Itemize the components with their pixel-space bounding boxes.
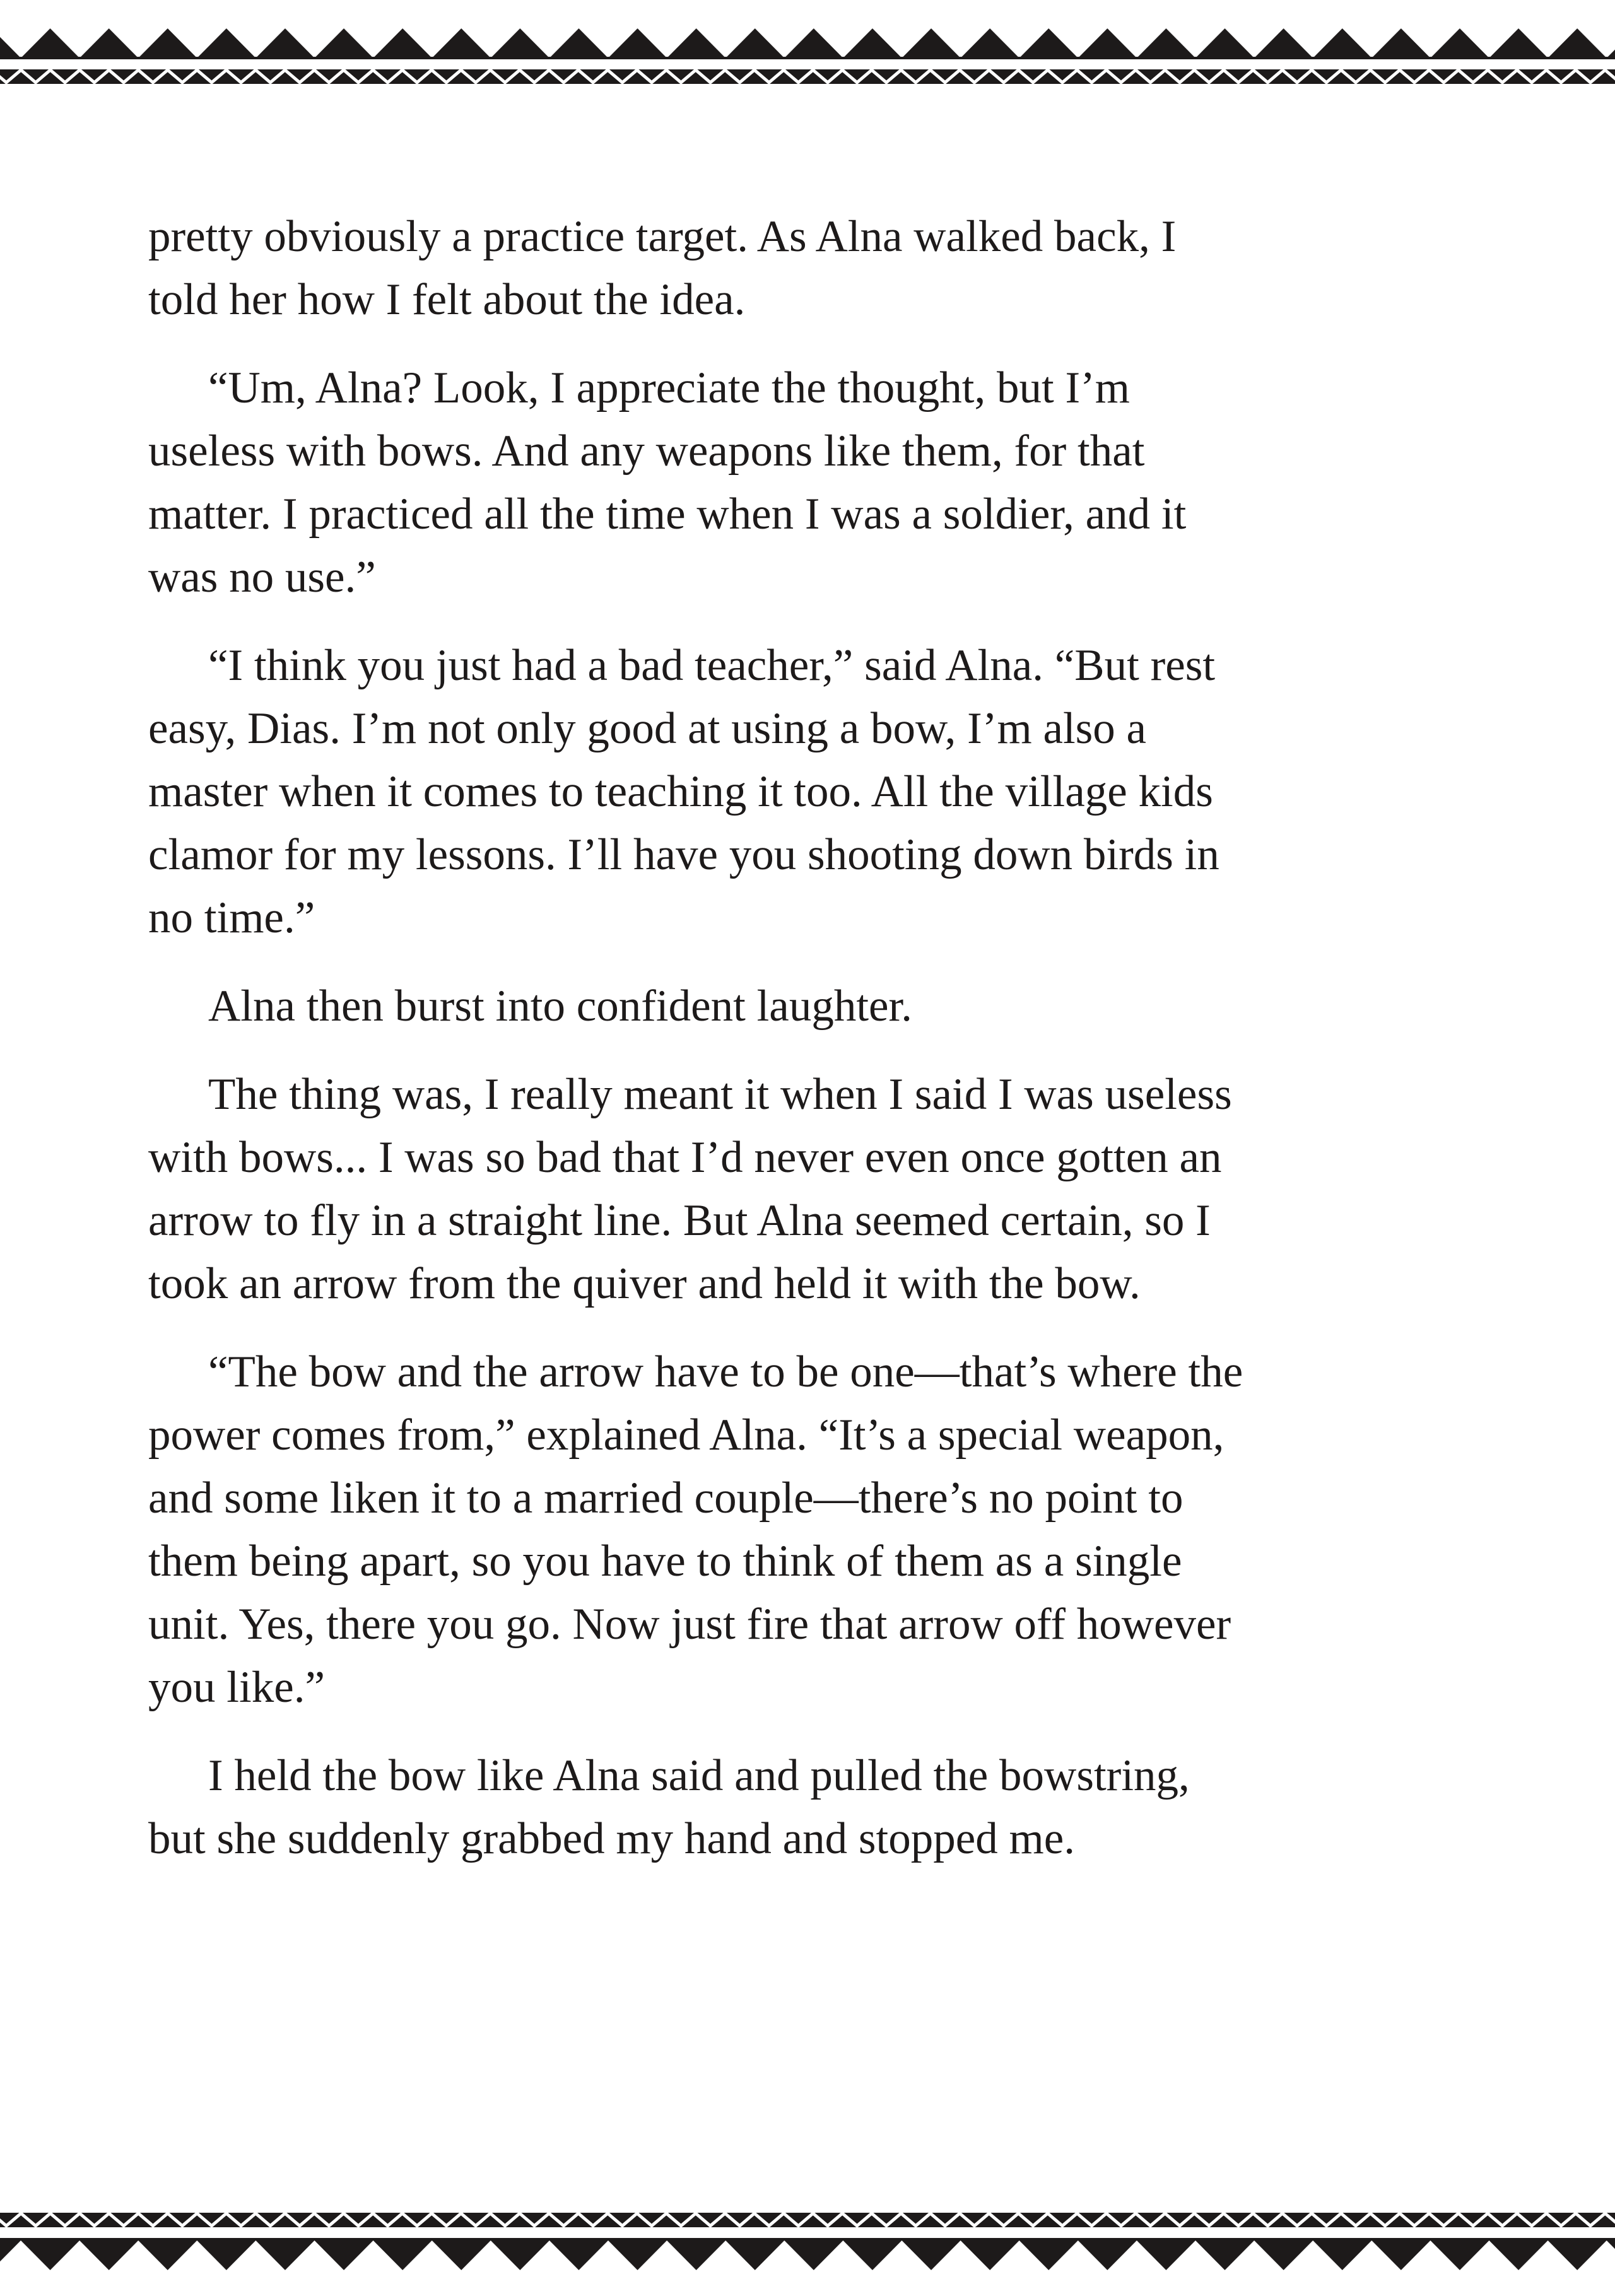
text-line: The thing was, I really meant it when I said I was useless — [208, 1070, 1232, 1119]
text-line: matter. I practiced all the time when I was a soldier, and it — [148, 489, 1187, 539]
text-line: and some liken it to a married couple—there’s no point to — [148, 1473, 1183, 1523]
paragraph — [148, 356, 1479, 609]
top-border-ornament — [0, 0, 1615, 85]
paragraph — [148, 634, 1479, 949]
bottom-triangle-row — [0, 2240, 1615, 2270]
paragraph — [148, 205, 1479, 331]
text-line: master when it comes to teaching it too. All the village kids — [148, 767, 1213, 816]
text-line: “I think you just had a bad teacher,” said Alna. “But rest — [208, 641, 1216, 690]
text-line: took an arrow from the quiver and held it with the bow. — [148, 1259, 1141, 1308]
paragraph — [148, 975, 1479, 1038]
text-line: arrow to fly in a straight line. But Alna seemed certain, so I — [148, 1196, 1211, 1245]
paragraph — [148, 1744, 1479, 1870]
top-border-rule — [0, 57, 1615, 59]
text-line: easy, Dias. I’m not only good at using a bow, I’m also a — [148, 704, 1147, 753]
text-line: them being apart, so you have to think of them as a single — [148, 1537, 1182, 1586]
text-line: unit. Yes, there you go. Now just fire that arrow off however — [148, 1600, 1231, 1649]
bottom-border-rule — [0, 2238, 1615, 2240]
text-line: I held the bow like Alna said and pulled the bowstring, — [208, 1751, 1190, 1800]
top-triangle-row — [0, 28, 1615, 58]
text-line: with bows... I was so bad that I’d never even once gotten an — [148, 1133, 1222, 1182]
text-line: Alna then burst into confident laughter. — [208, 981, 913, 1031]
text-line: useless with bows. And any weapons like them, for that — [148, 426, 1145, 476]
text-line: you like.” — [148, 1663, 325, 1712]
text-line: “Um, Alna? Look, I appreciate the thought, but I’m — [208, 363, 1130, 413]
text-line: was no use.” — [148, 553, 376, 602]
bottom-border-ornament — [0, 2213, 1615, 2296]
text-line: but she suddenly grabbed my hand and stopped me. — [148, 1814, 1076, 1863]
paragraph — [148, 1063, 1479, 1315]
bottom-zigzag-band — [0, 2213, 1615, 2227]
text-line: told her how I felt about the idea. — [148, 275, 746, 324]
text-line: no time.” — [148, 893, 315, 942]
text-line: pretty obviously a practice target. As Alna walked back, I — [148, 212, 1177, 261]
text-line: clamor for my lessons. I’ll have you shooting down birds in — [148, 830, 1219, 879]
paragraph — [148, 1340, 1479, 1719]
text-line: “The bow and the arrow have to be one—that’s where the — [208, 1347, 1243, 1397]
text-line: power comes from,” explained Alna. “It’s a special weapon, — [148, 1410, 1224, 1460]
top-zigzag-band — [0, 69, 1615, 84]
text-block — [148, 205, 1479, 1895]
